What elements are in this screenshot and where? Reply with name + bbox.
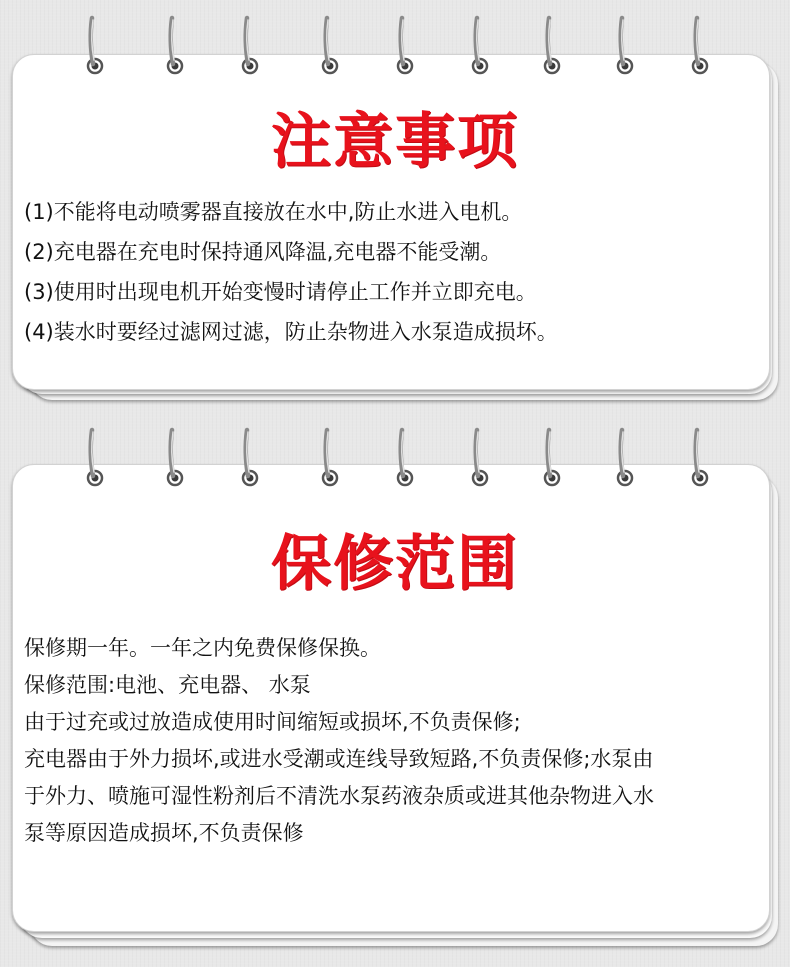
warranty-line: 保修范围:电池、充电器、 水泵	[24, 673, 311, 697]
notes-item: (2)充电器在充电时保持通风降温,充电器不能受潮。	[24, 240, 502, 264]
spiral-binding	[0, 0, 790, 90]
notes-notebook	[0, 0, 790, 410]
binding-ring-icon	[88, 430, 102, 485]
spiral-binding	[0, 412, 790, 502]
binding-ring-icon	[693, 430, 707, 485]
notes-item: (1)不能将电动喷雾器直接放在水中,防止水进入电机。	[24, 200, 523, 224]
binding-ring-icon	[693, 18, 707, 73]
warranty-notebook	[0, 412, 790, 962]
binding-ring-icon	[398, 18, 412, 73]
notes-item: (3)使用时出现电机开始变慢时请停止工作并立即充电。	[24, 280, 537, 304]
binding-ring-icon	[545, 18, 559, 73]
binding-ring-icon	[545, 430, 559, 485]
warranty-line: 保修期一年。一年之内免费保修保换。	[24, 636, 381, 660]
binding-ring-icon	[243, 430, 257, 485]
binding-ring-icon	[243, 18, 257, 73]
notes-list	[24, 192, 769, 352]
notes-title: 注意事项	[271, 107, 519, 177]
warranty-title: 保修范围	[271, 529, 519, 599]
binding-ring-icon	[88, 18, 102, 73]
warranty-line: 于外力、喷施可湿性粉剂后不清洗水泵药液杂质或进其他杂物进入水	[24, 784, 654, 808]
binding-ring-icon	[473, 430, 487, 485]
binding-ring-icon	[473, 18, 487, 73]
binding-ring-icon	[618, 430, 632, 485]
binding-ring-icon	[323, 18, 337, 73]
binding-ring-icon	[323, 430, 337, 485]
warranty-list	[24, 630, 769, 852]
binding-ring-icon	[398, 430, 412, 485]
warranty-line: 泵等原因造成损坏,不负责保修	[24, 821, 304, 845]
binding-ring-icon	[168, 430, 182, 485]
binding-ring-icon	[168, 18, 182, 73]
binding-ring-icon	[618, 18, 632, 73]
warranty-line: 充电器由于外力损坏,或进水受潮或连线导致短路,不负责保修;水泵由	[24, 747, 654, 771]
warranty-line: 由于过充或过放造成使用时间缩短或损坏,不负责保修;	[24, 710, 521, 734]
notes-item: (4)装水时要经过滤网过滤，防止杂物进入水泵造成损坏。	[24, 320, 558, 344]
